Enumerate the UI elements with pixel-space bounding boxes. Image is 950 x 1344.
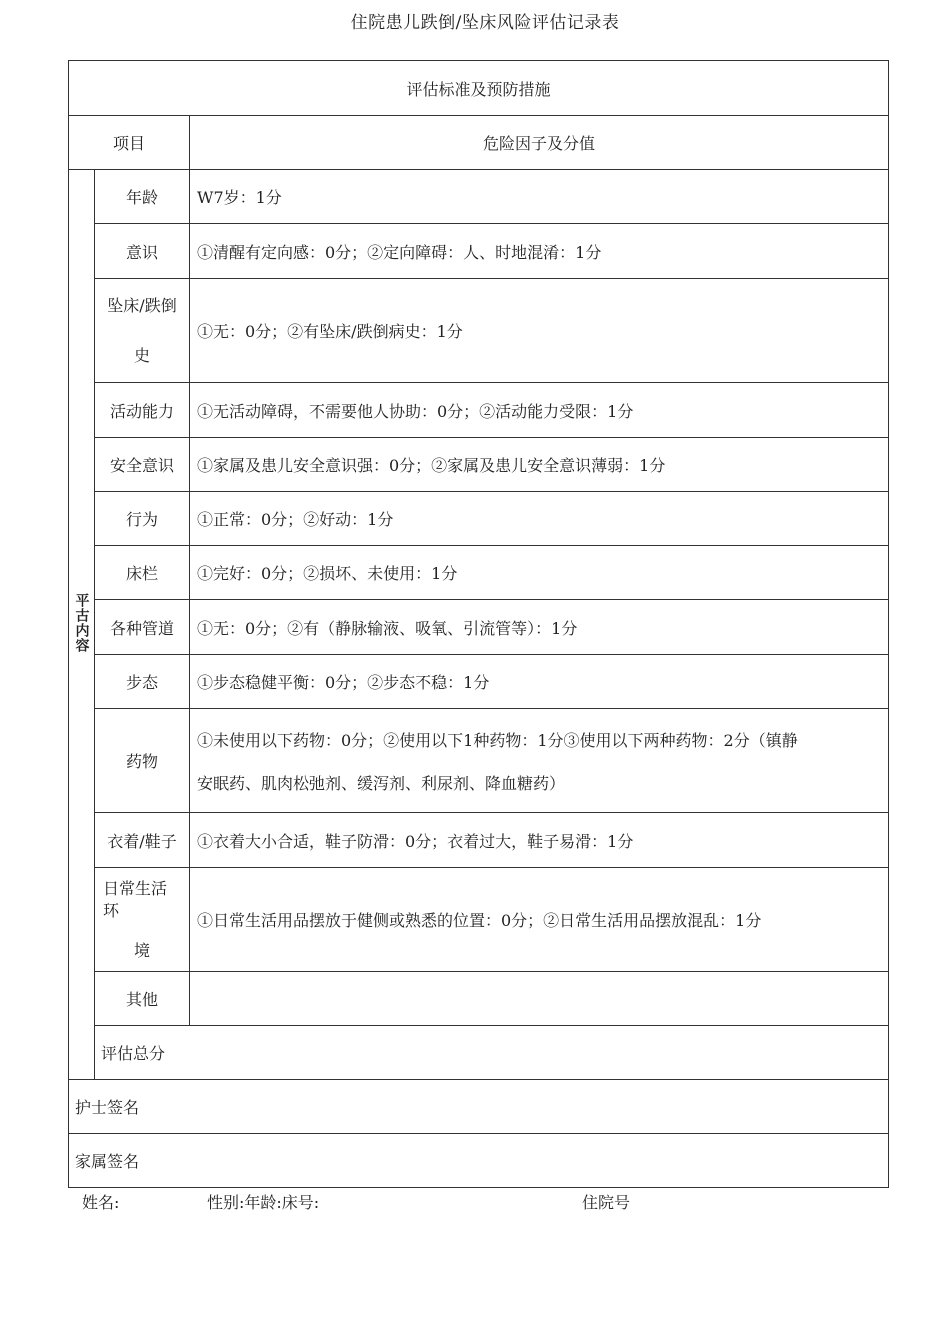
item-medication: 药物 (95, 709, 190, 813)
table-row (69, 972, 889, 1026)
nurse-signature-field[interactable]: 护士签名 (69, 1080, 889, 1134)
table-row (69, 709, 889, 813)
item-fall-history-line2: 史 (133, 345, 150, 365)
item-environment (95, 868, 190, 972)
factor-clothing: ①衣着大小合适，鞋子防滑：0分；衣着过大，鞋子易滑：1分 (190, 813, 889, 868)
item-fall-history (95, 279, 190, 383)
factor-mobility: ①无活动障碍，不需要他人协助：0分；②活动能力受限：1分 (190, 383, 889, 438)
item-behavior: 行为 (95, 492, 190, 546)
column-header-row (69, 116, 889, 170)
table-row (69, 546, 889, 600)
family-signature-field[interactable]: 家属签名 (69, 1134, 889, 1188)
table-row (69, 492, 889, 546)
item-consciousness: 意识 (95, 224, 190, 279)
factor-gait: ①步态稳健平衡：0分；②步态不稳：1分 (190, 655, 889, 709)
category-label: 平古内容 (73, 592, 90, 653)
factor-medication (190, 709, 889, 813)
item-environment-line2: 境 (133, 940, 150, 960)
item-environment-line1: 日常生活环 (103, 878, 168, 920)
table-row (69, 600, 889, 655)
factor-other[interactable] (190, 972, 889, 1026)
table-row (69, 170, 889, 224)
factor-tubes: ①无：0分；②有（静脉输液、吸氧、引流管等）：1分 (190, 600, 889, 655)
factor-bed-rail: ①完好：0分；②损坏、未使用：1分 (190, 546, 889, 600)
item-other: 其他 (95, 972, 190, 1026)
item-fall-history-line1: 坠床/跌倒 (107, 295, 177, 315)
factor-medication-line1: ①未使用以下药物：0分；②使用以下1种药物：1分③使用以下两种药物：2分（镇静 (197, 730, 798, 750)
column-header-item: 项目 (69, 116, 190, 170)
factor-consciousness: ①清醒有定向感：0分；②定向障碍：人、时地混淆：1分 (190, 224, 889, 279)
form-title: 住院患儿跌倒/坠床风险评估记录表 (350, 13, 620, 33)
section-header-row (69, 61, 889, 116)
item-safety-awareness: 安全意识 (95, 438, 190, 492)
item-gait: 步态 (95, 655, 190, 709)
admission-number-label: 住院号 (582, 1193, 631, 1212)
item-age: 年龄 (95, 170, 190, 224)
factor-fall-history: ①无：0分；②有坠床/跌倒病史：1分 (190, 279, 889, 383)
table-row (69, 655, 889, 709)
item-clothing: 衣着/鞋子 (95, 813, 190, 868)
table-row (69, 279, 889, 383)
factor-safety-awareness: ①家属及患儿安全意识强：0分；②家属及患儿安全意识薄弱：1分 (190, 438, 889, 492)
total-score-row (69, 1026, 889, 1080)
item-bed-rail: 床栏 (95, 546, 190, 600)
assessment-table (68, 60, 889, 1188)
table-row (69, 224, 889, 279)
table-row (69, 383, 889, 438)
table-row (69, 813, 889, 868)
column-header-factor: 危险因子及分值 (190, 116, 889, 170)
nurse-signature-row (69, 1080, 889, 1134)
section-title: 评估标准及预防措施 (69, 61, 889, 116)
total-score-field[interactable]: 评估总分 (95, 1026, 889, 1080)
item-tubes: 各种管道 (95, 600, 190, 655)
gender-age-bed-label: 性别:年龄:床号: (207, 1193, 320, 1212)
factor-age: W7岁：1分 (190, 170, 889, 224)
item-mobility: 活动能力 (95, 383, 190, 438)
factor-medication-line2: 安眠药、肌肉松弛剂、缓泻剂、利尿剂、降血糖药） (197, 773, 566, 793)
table-row (69, 868, 889, 972)
category-cell (69, 170, 95, 1080)
factor-behavior: ①正常：0分；②好动：1分 (190, 492, 889, 546)
family-signature-row (69, 1134, 889, 1188)
factor-environment: ①日常生活用品摆放于健侧或熟悉的位置：0分；②日常生活用品摆放混乱：1分 (190, 868, 889, 972)
patient-name-label: 姓名: (82, 1193, 120, 1212)
table-row (69, 438, 889, 492)
